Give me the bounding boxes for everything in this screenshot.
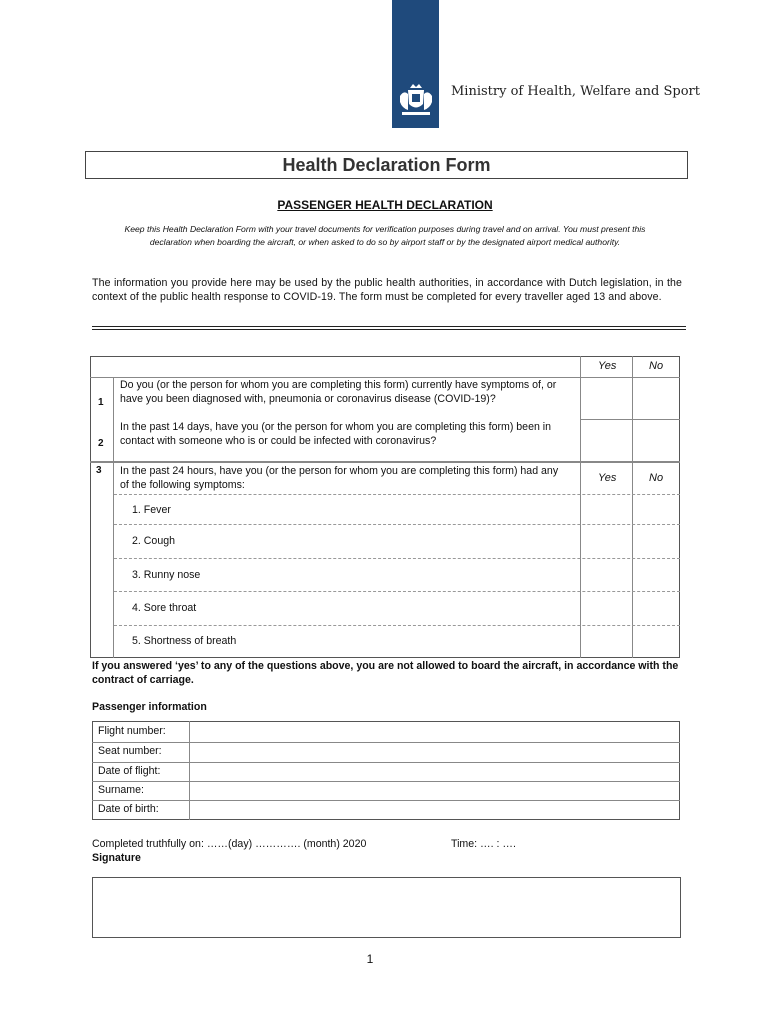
crest-icon	[396, 80, 436, 120]
q1-yes-box[interactable]	[581, 378, 632, 419]
no-header: No	[649, 472, 664, 484]
flight-number-field[interactable]	[190, 722, 679, 742]
symptom-item: 5. Shortness of breath	[132, 635, 237, 647]
seat-number-label: Seat number:	[98, 745, 162, 757]
signature-box[interactable]	[92, 877, 681, 938]
divider	[92, 326, 686, 327]
question-text: Do you (or the person for whom you are completing this form) currently have symptoms of, or have you been diagnosed with, pneumonia or coronavirus disease (COVID-19)?	[120, 379, 557, 405]
time-line: Time: …. : ….	[451, 838, 516, 850]
surname-field[interactable]	[190, 782, 679, 800]
table-line	[114, 591, 680, 592]
yes-header: Yes	[598, 472, 617, 484]
date-of-birth-label: Date of birth:	[98, 803, 159, 815]
q2-yes-box[interactable]	[581, 420, 632, 461]
q2-no-box[interactable]	[633, 420, 680, 461]
keep-notice: Keep this Health Declaration Form with your travel documents for verification purposes during travel and on arrival. You must present this declaration when boarding the aircraft, or when asked to do so by airport staff or by the designated airport medical authority.	[124, 224, 646, 247]
passenger-info-title: Passenger information	[92, 701, 207, 713]
yes-header: Yes	[598, 360, 617, 372]
question-number: 3	[96, 465, 102, 476]
divider	[92, 329, 686, 330]
completed-date-line: Completed truthfully on: ……(day) …………. (month) 2020	[92, 838, 367, 850]
question-text: In the past 24 hours, have you (or the person for whom you are completing this form) had any of the following symptoms:	[120, 465, 559, 491]
table-line	[113, 377, 114, 658]
question-text: In the past 14 days, have you (or the person for whom you are completing this form) been in contact with someone who is or could be infected with coronavirus?	[120, 421, 552, 447]
page-number: 1	[366, 952, 374, 966]
surname-label: Surname:	[98, 784, 144, 796]
ministry-name: Ministry of Health, Welfare and Sport	[451, 84, 700, 99]
signature-label: Signature	[92, 852, 141, 864]
form-title: Health Declaration Form	[85, 151, 688, 179]
table-line	[114, 625, 680, 626]
symptom-item: 1. Fever	[132, 504, 171, 516]
date-of-flight-label: Date of flight:	[98, 765, 161, 777]
table-line	[114, 524, 680, 525]
table-line	[90, 461, 680, 463]
date-of-birth-field[interactable]	[190, 801, 679, 819]
symptom-item: 3. Runny nose	[132, 569, 201, 581]
flight-number-label: Flight number:	[98, 725, 166, 737]
q1-no-box[interactable]	[633, 378, 680, 419]
symptom-item: 2. Cough	[132, 535, 175, 547]
question-number: 2	[98, 438, 104, 449]
intro-paragraph: The information you provide here may be used by the public health authorities, in accordance with Dutch legislation, in the context of the public health response to COVID-19. The form must be completed for every traveller aged 13 and above.	[92, 277, 682, 303]
symptom-item: 4. Sore throat	[132, 602, 197, 614]
table-line	[114, 494, 680, 495]
seat-number-field[interactable]	[190, 743, 679, 762]
no-header: No	[649, 360, 664, 372]
table-line	[114, 558, 680, 559]
question-number: 1	[98, 397, 104, 408]
date-of-flight-field[interactable]	[190, 763, 679, 781]
form-subtitle: PASSENGER HEALTH DECLARATION	[277, 198, 493, 212]
boarding-warning: If you answered ‘yes’ to any of the questions above, you are not allowed to board the aircraft, in accordance with the contract of carriage.	[92, 660, 679, 686]
